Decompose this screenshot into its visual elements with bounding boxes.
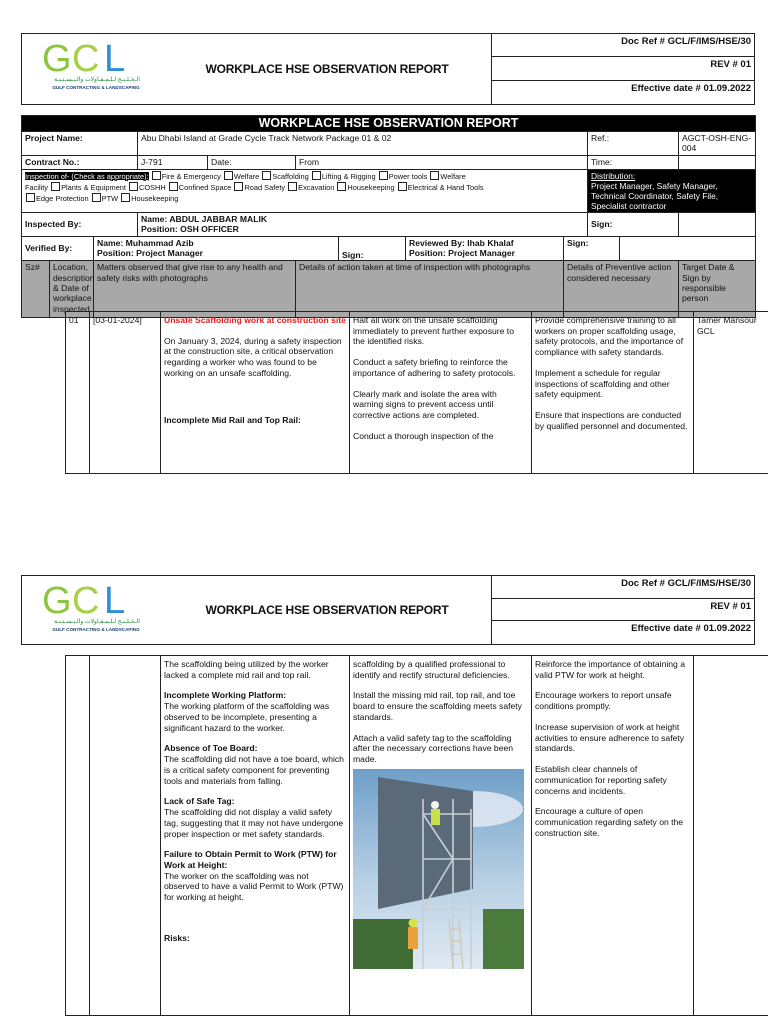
observation-target [694, 312, 768, 474]
checkbox-icon[interactable] [224, 171, 233, 180]
effective-date-2: Effective date # 01.09.2022 [631, 623, 751, 635]
inspection-option: Road Safety [244, 182, 288, 192]
col-action: Details of action taken at time of inspection with photographs [296, 261, 564, 318]
logo-letter-c: C [72, 582, 100, 616]
inspection-option: Lifting & Rigging [321, 171, 378, 181]
checkbox-icon[interactable] [121, 193, 130, 202]
document-meta [491, 34, 754, 104]
sub2-text: The working platform of the scaffolding was observed to be incomplete, presenting a significant hazard to the worker. [164, 701, 330, 733]
observation-date: [03-01-2024] [90, 312, 161, 474]
reviewed-name: Reviewed By: Ihab Khalaf [409, 237, 514, 248]
action-3: Clearly mark and isolate the area with warning signs to prevent access until corrective actions are completed. [353, 388, 497, 421]
company-logo [22, 34, 162, 104]
col-target: Target Date & Sign by responsible person [679, 261, 756, 318]
inspection-line-2 [50, 183, 484, 192]
checkbox-icon[interactable] [152, 171, 161, 180]
observation-actions [350, 312, 532, 474]
col-sz: Sz# [22, 261, 50, 318]
project-name-label: Project Name: [22, 132, 138, 156]
inspected-by-label: Inspected By: [22, 212, 138, 236]
observation-preventive-cont [532, 656, 694, 1016]
preventive-5: Encourage workers to report unsafe conditions promptly. [535, 690, 672, 712]
page2-header [21, 575, 755, 645]
inspected-sign-field[interactable] [679, 212, 756, 236]
observation-date-cont [90, 656, 161, 1016]
photo-sign-board [378, 777, 473, 909]
inspected-position: Position: OSH OFFICER [141, 224, 239, 235]
ref-label: Ref.: [588, 132, 679, 156]
observation-row [66, 312, 768, 474]
report-form [21, 115, 756, 318]
reviewed-by-details [406, 236, 564, 260]
checkbox-icon[interactable] [92, 193, 101, 202]
inspection-option: Welfare [233, 171, 262, 181]
checkbox-icon[interactable] [430, 171, 439, 180]
logo-letter-l: L [104, 582, 126, 616]
inspection-option: Fire & Emergency [161, 171, 223, 181]
inspection-option: COSHH [139, 182, 168, 192]
inspection-option: Welfare [440, 171, 466, 181]
col-matters: Matters observed that give rise to any health and safety risks with photographs [94, 261, 296, 318]
col-location: Location, description & Date of workplace inspected [50, 261, 94, 318]
observation-row-continued [66, 656, 768, 1016]
preventive-3: Ensure that inspections are conducted by qualified personnel and documented. [535, 410, 688, 431]
preventive-4: Reinforce the importance of obtaining a valid PTW for work at height. [535, 659, 686, 680]
logo-english: GULF CONTRACTING & LANDSCAPING [52, 85, 140, 90]
checkbox-icon[interactable] [51, 182, 60, 191]
revision: REV # 01 [492, 57, 754, 80]
observation-sz-cont [66, 656, 90, 1016]
form-band-title: WORKPLACE HSE OBSERVATION REPORT [22, 116, 756, 132]
inspection-label: Inspection of- (Check as appropriate): [25, 171, 149, 181]
inspected-name: Name: ABDUL JABBAR MALIK [141, 213, 268, 224]
sub3-text: The scaffolding did not have a toe board, which is a critical safety component for preventing tools and materials from falling. [164, 754, 344, 786]
reviewed-sign-field[interactable] [620, 236, 756, 260]
gcl-logo-icon [42, 582, 142, 616]
risks-heading: Risks: [164, 932, 190, 943]
verified-sign-label: Sign: [338, 237, 405, 260]
checkbox-icon[interactable] [398, 182, 407, 191]
document-meta-2 [491, 576, 754, 644]
verified-position: Position: Project Manager [97, 248, 204, 259]
preventive-7: Establish clear channels of communication for reporting safety concerns and incidents. [535, 764, 667, 796]
preventive-6: Increase supervision of work at height activities to ensure adherence to safety standards. [535, 721, 685, 754]
distribution-value: Project Manager, Safety Manager, Technical Coordinator, Safety File, Specialist contractor [591, 180, 719, 211]
checkbox-icon[interactable] [379, 171, 388, 180]
target-org: GCL [697, 325, 715, 336]
checkbox-icon[interactable] [337, 182, 346, 191]
logo-english-2: GULF CONTRACTING & LANDSCAPING [52, 627, 140, 632]
company-logo-2 [22, 576, 162, 644]
verified-name: Name: Muhammad Azib [97, 237, 194, 248]
checkbox-icon[interactable] [288, 182, 297, 191]
observation-header-row [22, 261, 756, 318]
checkbox-icon[interactable] [234, 182, 243, 191]
inspection-option: PTW [101, 193, 121, 203]
logo-letter-c: C [72, 40, 100, 74]
verified-name-block [94, 237, 338, 260]
sub5-heading: Failure to Obtain Permit to Work (PTW) for Work at Height: [164, 849, 337, 871]
action-5: Install the missing mid rail, top rail, and toe board to ensure the scaffolding meets safety standards. [353, 690, 522, 722]
project-name-value: Abu Dhabi Island at Grade Cycle Track Network Package 01 & 02 [138, 132, 588, 156]
sub3-heading: Absence of Toe Board: [164, 743, 258, 754]
checkbox-icon[interactable] [312, 171, 321, 180]
observation-matters-cont [161, 656, 350, 1016]
document-title: WORKPLACE HSE OBSERVATION REPORT [205, 62, 449, 76]
action-4b: scaffolding by a qualified professional to identify and rectify structural deficiencies. [353, 659, 510, 680]
facility-label: Facility [25, 182, 48, 192]
verified-by-details [94, 236, 406, 260]
observation-sub1: Incomplete Mid Rail and Top Rail: [164, 414, 301, 425]
action-4a: Conduct a thorough inspection of the [353, 430, 494, 441]
time-value[interactable] [679, 155, 756, 169]
target-name: Tamer Mansour [697, 315, 757, 325]
logo-arabic-2: الـخـلـيـج لـلـمـقـاولات والـبـسـتـنـة [54, 619, 140, 625]
col-preventive: Details of Preventive action considered necessary [564, 261, 679, 318]
effective-date: Effective date # 01.09.2022 [631, 82, 751, 94]
observation-preventive [532, 312, 694, 474]
checkbox-icon[interactable] [129, 182, 138, 191]
observation-table-page1 [65, 311, 768, 474]
photo-helmet-top [431, 801, 439, 809]
time-label: Time: [588, 155, 679, 169]
photo-worker-bottom [408, 927, 418, 949]
observation-intro: On January 3, 2024, during a safety inspection at the construction site, a critical observation regarding a worker who was found to be working on an unsafe scaffolding. [164, 335, 342, 378]
logo-arabic: الـخـلـيـج لـلـمـقـاولات والـبـسـتـنـة [54, 77, 140, 83]
action-6: Attach a valid safety tag to the scaffolding after the necessary corrections have been made. [353, 732, 514, 765]
observation-title: Unsafe Scaffolding work at construction site [164, 315, 346, 325]
reviewed-sign-label: Sign: [564, 236, 620, 260]
sub5-text: The worker on the scaffolding was not observed to have a valid Permit to Work (PTW) for working at height. [164, 870, 344, 903]
checkbox-icon[interactable] [169, 182, 178, 191]
photo-tree-left [353, 919, 413, 969]
inspected-by-details [138, 212, 588, 236]
photo-tree-right [483, 909, 524, 969]
inspection-line-1 [151, 172, 466, 181]
page1-header [21, 33, 755, 105]
observation-sz: 01 [66, 312, 90, 474]
date-label: Date: [208, 155, 296, 169]
observation-target-cont [694, 656, 768, 1016]
document-title-2: WORKPLACE HSE OBSERVATION REPORT [205, 603, 449, 617]
doc-ref: Doc Ref # GCL/F/IMS/HSE/30 [492, 34, 754, 57]
contract-value: J-791 [138, 155, 208, 169]
doc-ref-2: Doc Ref # GCL/F/IMS/HSE/30 [492, 576, 754, 599]
observation-actions-cont [350, 656, 532, 1016]
logo-letter-g: G [42, 40, 72, 74]
inspection-checklist [22, 169, 588, 212]
reviewed-position: Position: Project Manager [409, 248, 516, 259]
ref-value: AGCT-OSH-ENG-004 [679, 132, 756, 156]
preventive-2: Implement a schedule for regular inspections of scaffolding and other safety equipment. [535, 367, 670, 400]
inspection-option: Plants & Equipment [61, 182, 129, 192]
gcl-logo-icon [42, 40, 142, 74]
logo-letter-l: L [104, 40, 126, 74]
inspected-sign-label: Sign: [588, 212, 679, 236]
photo-worker-top [431, 809, 440, 825]
inspection-option: Excavation [298, 182, 337, 192]
inspection-option: Housekeeping [131, 193, 179, 203]
observation-matters [161, 312, 350, 474]
verified-by-label: Verified By: [22, 236, 94, 260]
inspection-option: Confined Space [178, 182, 234, 192]
sub4-text: The scaffolding did not display a valid safety tag, suggesting that it may not have undergone proper inspection or met safety standards. [164, 807, 344, 839]
revision-2: REV # 01 [492, 599, 754, 622]
preventive-1: Provide comprehensive training to all workers on proper scaffolding usage, safety protocols, and the importance of compliance with safety standards. [535, 315, 684, 358]
inspection-option: Power tools [388, 171, 430, 181]
action-2: Conduct a safety briefing to reinforce the importance of adhering to safety protocols. [353, 357, 516, 378]
distribution-label: Distribution: [591, 170, 636, 181]
sub4-heading: Lack of Safe Tag: [164, 796, 235, 807]
observation-table-page2 [65, 655, 768, 1016]
scaffolding-photo [353, 769, 524, 969]
inspection-option: Housekeeping [347, 182, 397, 192]
sub1-text: The scaffolding being utilized by the worker lacked a complete mid rail and top rail. [164, 659, 329, 680]
distribution-cell [588, 169, 756, 212]
checkbox-icon[interactable] [26, 193, 35, 202]
from-label: From [296, 155, 588, 169]
sub2-heading: Incomplete Working Platform: [164, 690, 287, 701]
photo-helmet-bottom [409, 918, 418, 927]
contract-label: Contract No.: [22, 155, 138, 169]
preventive-8: Encourage a culture of open communication regarding safety on the construction site. [535, 806, 684, 838]
inspection-line-3 [25, 194, 178, 203]
logo-letter-g: G [42, 582, 72, 616]
checkbox-icon[interactable] [262, 171, 271, 180]
action-1: Halt all work on the unsafe scaffolding immediately to prevent further exposure to the identified risks. [353, 315, 514, 347]
inspection-option: Scaffolding [272, 171, 311, 181]
inspection-option: Edge Protection [36, 193, 91, 203]
inspection-option: Electrical & Hand Tools [407, 182, 484, 192]
